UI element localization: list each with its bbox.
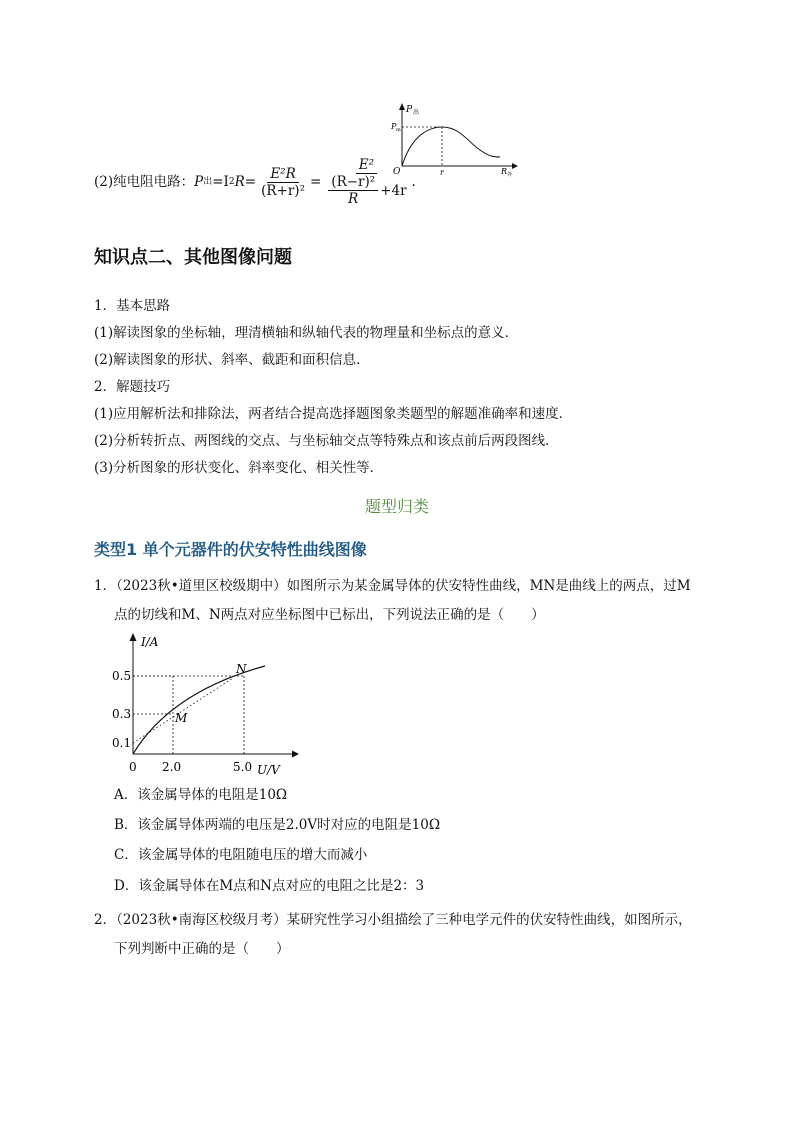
graph-x-label: U/V [257,763,280,777]
y-axis-arrow-icon [399,103,405,110]
formula-eq2: = [244,174,257,190]
y-axis-arrow-icon [130,633,137,641]
formula-sq: 2 [228,177,235,187]
option-a[interactable]: A．该金属导体的电阻是10Ω [114,787,288,803]
mini-pm-sub: m [396,127,401,133]
iv-curve [133,666,265,754]
list-item: (1)解读图象的坐标轴，理清横轴和纵轴代表的物理量和坐标点的意义． [94,325,519,341]
list-item: (1)应用解析法和排除法，两者结合提高选择题图象类题型的解题准确率和速度． [94,406,573,422]
formula-p: P [194,174,204,190]
inner-plus: +4r [380,182,407,199]
type1-title: 类型1 单个元器件的伏安特性曲线图像 [94,540,367,559]
formula-eq3: = [309,174,322,190]
formula-fraction-1 [258,166,308,199]
point-n-label: N [236,662,247,676]
fraction-1-denominator: (R+r)² [261,182,305,199]
iv-curve-graph [105,628,305,778]
list-item: (3)分析图象的形状变化、斜率变化、相关性等． [94,460,384,476]
list-item: 2．解题技巧 [94,379,171,395]
x-axis-arrow-icon [512,163,518,169]
graph-origin: 0 [129,760,137,774]
question-1-line-1: 1．（2023秋•道里区校级期中）如图所示为某金属导体的伏安特性曲线，MN是曲线上的两点，过M [94,578,691,594]
inner-numerator: (R−r)² [328,174,378,191]
formula-chu: 出 [203,177,213,187]
formula-prefix: (2)纯电阻电路： [94,174,195,190]
y-tick-label: 0.5 [112,669,132,683]
formula-line [94,152,416,212]
question-1-line-2: 点的切线和M、N两点对应坐标图中已标出，下列说法正确的是（ ） [114,607,545,623]
power-curve-graph [390,100,520,180]
list-item: 1．基本思路 [94,298,171,314]
option-d[interactable]: D．该金属导体在M点和N点对应的电阻之比是2：3 [114,878,425,894]
mini-x-label: R [501,167,508,176]
formula-eq1: =I [212,174,229,190]
question-2-line-1: 2．（2023秋•南海区校级月考）某研究性学习小组描绘了三种电学元件的伏安特性曲线，如图所示， [94,912,692,928]
section-title: 题型归类 [364,497,429,516]
mini-y-label: P [406,105,413,115]
x-tick-label: 2.0 [162,760,182,774]
mini-y-sub: 出 [413,109,420,116]
option-c[interactable]: C．该金属导体的电阻随电压的增大而减小 [114,847,368,863]
formula-r: R [234,174,245,190]
fraction-2-inner [328,174,378,207]
formula-end: . [411,174,416,190]
power-curve [402,127,500,166]
point-m-label: M [175,711,188,725]
mini-origin: O [393,167,401,177]
fraction-1-numerator: E²R [267,166,298,183]
option-b[interactable]: B．该金属导体两端的电压是2.0V时对应的电阻是10Ω [114,817,441,833]
mini-pm-label: P [391,122,397,131]
list-item: (2)分析转折点、两图线的交点、与坐标轴交点等特殊点和该点前后两段图线． [94,433,559,449]
x-tick-label: 5.0 [233,760,253,774]
list-item: (2)解读图象的形状、斜率、截距和面积信息． [94,352,370,368]
mini-r-label: r [440,168,444,177]
graph-y-label: I/A [141,635,159,649]
question-2-line-2: 下列判断中正确的是（ ） [114,941,290,957]
y-tick-label: 0.1 [112,736,132,750]
y-tick-label: 0.3 [112,707,132,721]
mini-x-sub: 外 [507,172,513,178]
fraction-2-numerator: E² [356,157,377,174]
x-axis-arrow-icon [292,751,299,758]
inner-denominator: R [348,191,359,207]
knowledge-heading: 知识点二、其他图像问题 [94,247,292,268]
